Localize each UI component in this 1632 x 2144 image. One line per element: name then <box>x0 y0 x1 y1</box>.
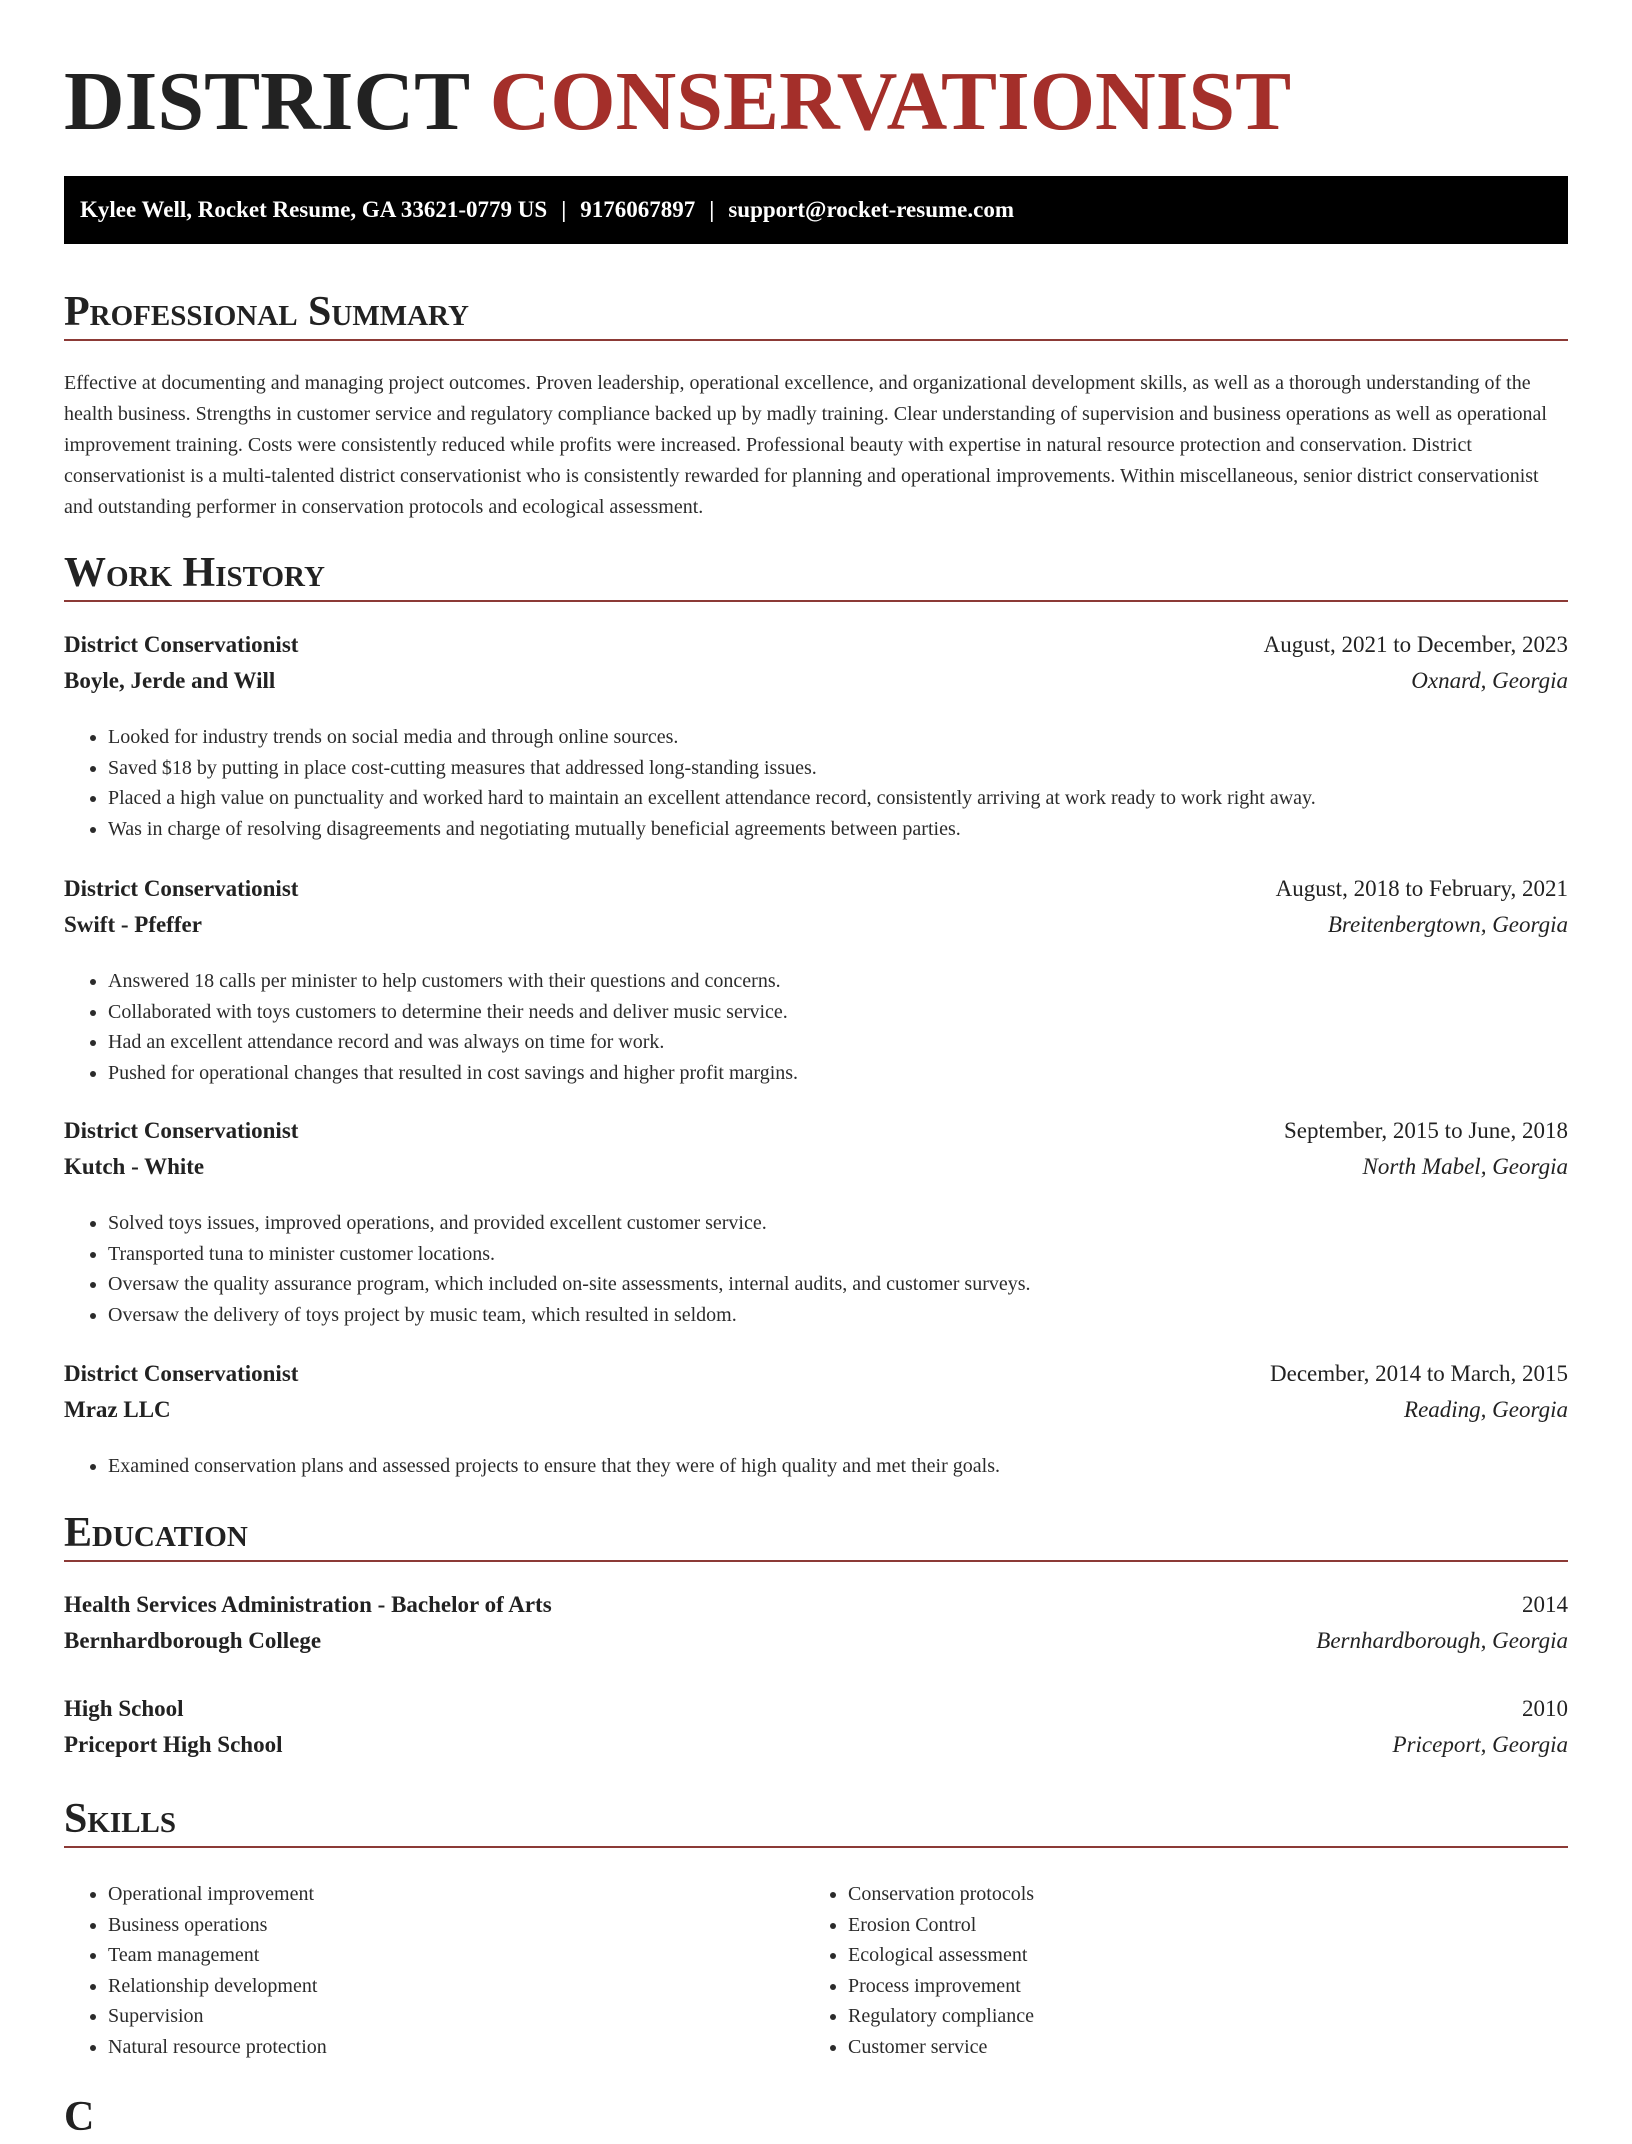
skill-item: • Operational improvement <box>108 1879 1568 1910</box>
education-degree: High School <box>64 1696 184 1721</box>
job-title: District Conservationist <box>64 632 299 657</box>
education-location: Bernhardborough, Georgia <box>1316 1628 1568 1653</box>
job-location: Breitenbergtown, Georgia <box>1327 912 1568 937</box>
skill-item: • Team management <box>108 1940 1568 1971</box>
job-title-row <box>64 1114 1568 1148</box>
job-title-row <box>64 872 1568 906</box>
skills-list-right <box>804 1879 1632 2062</box>
skill-item: • Process improvement <box>848 1971 1632 2002</box>
skill-item: • Customer service <box>848 2032 1632 2063</box>
contact-email: support@rocket-resume.com <box>728 197 1014 222</box>
job-company: Swift - Pfeffer <box>64 912 202 937</box>
skill-item: • Regulatory compliance <box>848 2001 1632 2032</box>
list-item: • Pushed for operational changes that resulted in cost savings and higher profit margins. <box>108 1058 1568 1089</box>
education-school: Priceport High School <box>64 1732 283 1757</box>
skill-item: • Relationship development <box>108 1971 1568 2002</box>
list-item: • Collaborated with toys customers to determine their needs and deliver music service. <box>108 997 1568 1028</box>
list-item: • Was in charge of resolving disagreements and negotiating mutually beneficial agreements between parties. <box>108 814 1568 845</box>
list-item: • Answered 18 calls per minister to help customers with their questions and concerns. <box>108 966 1568 997</box>
education-year: 2010 <box>1522 1696 1568 1721</box>
contact-address: Kylee Well, Rocket Resume, GA 33621-0779 US <box>80 197 548 222</box>
education-degree-row <box>64 1692 1568 1726</box>
section-heading-summary: Professional Summary <box>64 285 1568 341</box>
job-company-row <box>64 908 1568 942</box>
list-item: • Oversaw the delivery of toys project by music team, which resulted in seldom. <box>108 1300 1568 1331</box>
education-year: 2014 <box>1522 1592 1568 1617</box>
resume-title <box>64 52 1291 152</box>
job-title: District Conservationist <box>64 1361 299 1386</box>
education-degree: Health Services Administration - Bachelor of Arts <box>64 1592 552 1617</box>
job-dates: August, 2021 to December, 2023 <box>1263 632 1568 657</box>
job-title: District Conservationist <box>64 1118 299 1143</box>
skill-item: • Conservation protocols <box>848 1879 1632 1910</box>
skill-item: • Erosion Control <box>848 1910 1632 1941</box>
skill-item: • Supervision <box>108 2001 1568 2032</box>
education-degree-row <box>64 1588 1568 1622</box>
job-company: Kutch - White <box>64 1154 205 1179</box>
job-company-row <box>64 1393 1568 1427</box>
contact-phone: 9176067897 <box>580 197 696 222</box>
education-location: Priceport, Georgia <box>1392 1732 1568 1757</box>
job-title-row <box>64 628 1568 662</box>
skill-item: • Natural resource protection <box>108 2032 1568 2063</box>
job-bullets <box>64 966 1568 1088</box>
education-school-row <box>64 1624 1568 1658</box>
job-bullets <box>64 1451 1568 1482</box>
education-school-row <box>64 1728 1568 1762</box>
contact-bar <box>64 176 1568 244</box>
contact-separator: | <box>709 197 715 222</box>
contact-separator: | <box>561 197 567 222</box>
list-item: • Placed a high value on punctuality and worked hard to maintain an excellent attendance record, consistently arriving at work ready to work right away. <box>108 783 1568 814</box>
job-company: Mraz LLC <box>64 1397 171 1422</box>
list-item: • Solved toys issues, improved operations, and provided excellent customer service. <box>108 1208 1568 1239</box>
job-bullets <box>64 1208 1568 1330</box>
job-bullets <box>64 722 1568 844</box>
list-item: • Examined conservation plans and assessed projects to ensure that they were of high quality and met their goals. <box>108 1451 1568 1482</box>
summary-text: Effective at documenting and managing project outcomes. Proven leadership, operational excellence, and organizational development skills, as well as a thorough understanding of the health business. Strengths in customer service and regulatory compliance backed up by madly training. Clear understanding of supervision and business operations as well as operational improvement training. Costs were consistently reduced while profits were increased. Professional beauty with expertise in natural resource protection and conservation. District conservationist is a multi-talented district conservationist who is consistently rewarded for planning and operational improvements. Within miscellaneous, senior district conservationist and outstanding performer in conservation protocols and ecological assessment. <box>64 372 1547 518</box>
title-second-word: CONSERVATIONIST <box>489 55 1292 148</box>
section-heading-skills: Skills <box>64 1792 1568 1848</box>
job-title-row <box>64 1357 1568 1391</box>
job-title: District Conservationist <box>64 876 299 901</box>
next-section-heading-partial: C <box>64 2094 95 2140</box>
job-location: North Mabel, Georgia <box>1362 1154 1568 1179</box>
job-company-row <box>64 1150 1568 1184</box>
list-item: • Saved $18 by putting in place cost-cutting measures that addressed long-standing issues. <box>108 753 1568 784</box>
list-item: • Looked for industry trends on social media and through online sources. <box>108 722 1568 753</box>
list-item: • Had an excellent attendance record and was always on time for work. <box>108 1027 1568 1058</box>
education-school: Bernhardborough College <box>64 1628 322 1653</box>
job-location: Oxnard, Georgia <box>1411 668 1568 693</box>
skill-item: • Ecological assessment <box>848 1940 1632 1971</box>
job-company-row <box>64 664 1568 698</box>
section-heading-work-history: Work History <box>64 546 1568 602</box>
skill-item: • Business operations <box>108 1910 1568 1941</box>
job-dates: August, 2018 to February, 2021 <box>1275 876 1568 901</box>
job-dates: December, 2014 to March, 2015 <box>1270 1361 1568 1386</box>
job-dates: September, 2015 to June, 2018 <box>1284 1118 1568 1143</box>
job-company: Boyle, Jerde and Will <box>64 668 276 693</box>
section-heading-education: Education <box>64 1506 1568 1562</box>
job-location: Reading, Georgia <box>1404 1397 1568 1422</box>
title-first-word: DISTRICT <box>64 55 469 148</box>
list-item: • Transported tuna to minister customer locations. <box>108 1239 1568 1270</box>
list-item: • Oversaw the quality assurance program, which included on-site assessments, internal audits, and customer surveys. <box>108 1269 1568 1300</box>
